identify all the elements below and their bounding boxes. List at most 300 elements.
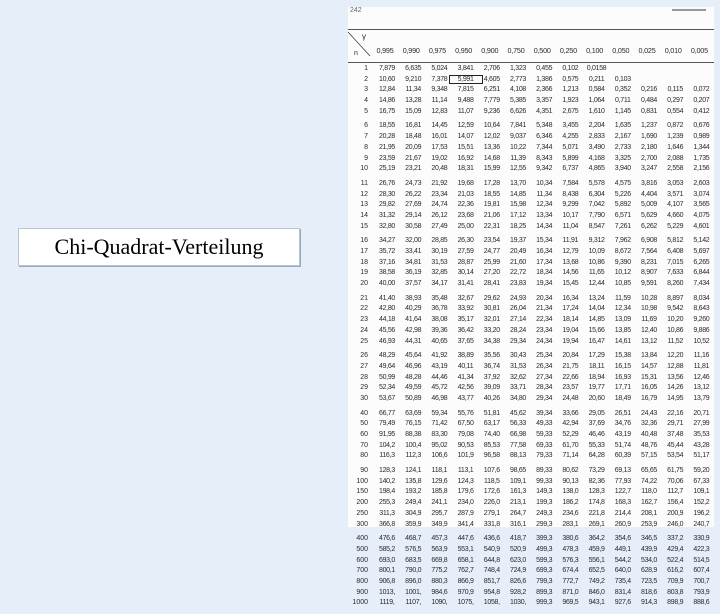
table-cell: 2,366 bbox=[536, 86, 553, 94]
table-cell: 7,633 bbox=[667, 269, 684, 277]
row-label: 600 bbox=[356, 556, 368, 564]
table-row bbox=[348, 76, 714, 87]
table-row bbox=[348, 352, 714, 363]
table-cell: 21,67 bbox=[405, 154, 422, 162]
table-cell: 33,41 bbox=[405, 248, 422, 255]
table-cell: 4,075 bbox=[693, 211, 710, 219]
table-cell: 24,43 bbox=[640, 409, 658, 417]
table-cell: 3,053 bbox=[667, 179, 684, 187]
table-cell: 1001, bbox=[405, 588, 422, 596]
table-cell: 30,43 bbox=[509, 352, 527, 360]
table-cell: 26,22 bbox=[405, 190, 422, 198]
table-cell: 11,69 bbox=[641, 316, 657, 324]
table-cell: 896,0 bbox=[405, 577, 422, 585]
n-header: n bbox=[354, 50, 358, 57]
table-cell: 1,690 bbox=[640, 133, 658, 141]
table-cell: 818,6 bbox=[640, 588, 658, 596]
table-cell: 35,56 bbox=[483, 352, 500, 360]
table-cell: 5,229 bbox=[667, 222, 684, 230]
table-cell: 17,29 bbox=[588, 352, 605, 360]
row-label: 900 bbox=[356, 588, 368, 596]
table-cell: 16,34 bbox=[536, 248, 553, 255]
row-label: 11 bbox=[360, 179, 368, 187]
table-row bbox=[348, 384, 714, 395]
row-label: 800 bbox=[356, 577, 368, 585]
row-group bbox=[348, 65, 714, 118]
table-cell: 13,34 bbox=[536, 211, 553, 219]
table-row bbox=[348, 557, 714, 568]
table-cell: 6,265 bbox=[693, 258, 710, 266]
table-cell: 9,312 bbox=[588, 237, 605, 245]
table-cell: 22,16 bbox=[667, 409, 684, 417]
table-cell: 7,042 bbox=[588, 201, 605, 209]
table-cell: 15,51 bbox=[457, 143, 474, 151]
table-cell: 11,52 bbox=[667, 337, 683, 345]
table-row bbox=[348, 305, 714, 316]
table-cell: 16,01 bbox=[431, 133, 448, 141]
table-row bbox=[348, 499, 714, 510]
table-row bbox=[348, 452, 714, 463]
table-cell: 55,76 bbox=[457, 409, 474, 417]
table-cell: 12,55 bbox=[509, 165, 527, 173]
table-cell: 44,46 bbox=[431, 373, 448, 381]
table-cell: 74,40 bbox=[483, 431, 500, 438]
page-number: 242 bbox=[350, 7, 362, 14]
row-label: 25 bbox=[360, 337, 368, 345]
table-cell: 0,211 bbox=[588, 75, 605, 83]
row-label: 6 bbox=[364, 122, 368, 130]
table-cell: 255,3 bbox=[378, 499, 396, 507]
table-cell: 5,991 bbox=[450, 76, 482, 83]
table-cell: 51,81 bbox=[483, 409, 500, 417]
table-cell: 71,14 bbox=[562, 452, 579, 460]
row-label: 22 bbox=[360, 305, 368, 313]
table-cell: 4,575 bbox=[614, 179, 631, 187]
table-cell: 12,84 bbox=[378, 86, 396, 94]
table-row bbox=[348, 269, 714, 280]
table-cell: 10,60 bbox=[378, 75, 396, 83]
table-cell: 27,14 bbox=[509, 316, 527, 324]
table-cell: 19,81 bbox=[483, 201, 500, 209]
table-cell: 13,85 bbox=[614, 326, 631, 334]
table-cell: 27,99 bbox=[693, 420, 710, 428]
table-cell: 5,071 bbox=[562, 143, 579, 151]
table-cell: 185,8 bbox=[431, 488, 448, 496]
table-cell: 17,12 bbox=[509, 211, 527, 219]
table-cell: 1,344 bbox=[693, 143, 710, 151]
table-body bbox=[348, 65, 714, 614]
table-cell: 23,83 bbox=[509, 280, 527, 288]
table-cell: 69,13 bbox=[614, 467, 631, 475]
table-cell: 522,4 bbox=[667, 556, 684, 564]
table-row bbox=[348, 133, 714, 144]
table-cell: 914,3 bbox=[640, 599, 658, 607]
table-cell: 38,89 bbox=[457, 352, 474, 360]
table-cell: 1,923 bbox=[562, 97, 579, 105]
table-cell: 799,3 bbox=[536, 577, 553, 585]
table-cell: 20,84 bbox=[562, 352, 579, 360]
table-row bbox=[348, 248, 714, 259]
table-row bbox=[348, 295, 714, 306]
table-cell: 10,85 bbox=[614, 280, 631, 288]
table-cell: 39,34 bbox=[536, 409, 553, 417]
table-cell: 0,102 bbox=[562, 65, 579, 72]
table-cell: 48,29 bbox=[378, 352, 396, 360]
table-header bbox=[348, 29, 714, 63]
table-row bbox=[348, 535, 714, 546]
table-cell: 468,7 bbox=[405, 535, 422, 543]
table-cell: 27,20 bbox=[483, 269, 500, 277]
table-cell: 11,39 bbox=[510, 154, 526, 162]
table-cell: 15,45 bbox=[562, 280, 579, 288]
table-cell: 9,342 bbox=[536, 165, 553, 173]
table-row bbox=[348, 155, 714, 166]
table-cell: 31,53 bbox=[509, 362, 527, 370]
row-label: 5 bbox=[364, 107, 368, 115]
table-cell: 50,89 bbox=[405, 394, 422, 402]
table-cell: 156,4 bbox=[667, 499, 684, 507]
table-cell: 186,2 bbox=[562, 499, 579, 507]
table-row bbox=[348, 488, 714, 499]
table-cell: 14,34 bbox=[536, 222, 553, 230]
table-cell: 12,34 bbox=[614, 305, 631, 313]
table-cell: 6,908 bbox=[640, 237, 658, 245]
table-cell: 21,95 bbox=[378, 143, 396, 151]
table-cell: 12,88 bbox=[667, 362, 684, 370]
table-cell: 6,408 bbox=[667, 248, 684, 255]
row-label: 80 bbox=[360, 452, 368, 460]
table-cell: 1,646 bbox=[667, 143, 684, 151]
table-cell: 77,93 bbox=[614, 477, 631, 485]
table-cell: 26,04 bbox=[509, 305, 527, 313]
table-cell: 40,11 bbox=[457, 362, 474, 370]
table-cell: 459,9 bbox=[588, 545, 605, 553]
table-cell: 5,348 bbox=[536, 122, 553, 130]
table-cell: 30,58 bbox=[405, 222, 422, 230]
table-cell: 20,60 bbox=[588, 394, 605, 402]
table-cell: 35,48 bbox=[431, 294, 448, 302]
table-cell: 299,3 bbox=[536, 520, 553, 528]
table-cell: 422,3 bbox=[693, 545, 710, 553]
row-group bbox=[348, 122, 714, 175]
row-label: 500 bbox=[356, 545, 368, 553]
table-cell: 73,29 bbox=[588, 467, 605, 475]
table-cell: 44,31 bbox=[405, 337, 422, 345]
table-row bbox=[348, 510, 714, 521]
table-cell: 11,65 bbox=[588, 269, 605, 277]
table-cell: 7,434 bbox=[693, 280, 710, 288]
table-cell: 18,11 bbox=[588, 362, 605, 370]
table-cell: 66,77 bbox=[378, 409, 396, 417]
table-cell: 14,56 bbox=[562, 269, 579, 277]
row-group bbox=[348, 295, 714, 348]
table-cell: 0,072 bbox=[693, 86, 710, 94]
table-cell: 616,2 bbox=[667, 567, 684, 575]
table-cell: 98,65 bbox=[509, 467, 527, 475]
table-cell: 2,088 bbox=[667, 154, 684, 162]
table-cell: 45,56 bbox=[378, 326, 396, 334]
table-cell: 14,45 bbox=[431, 122, 448, 130]
table-cell: 11,14 bbox=[431, 97, 448, 105]
table-cell: 29,62 bbox=[483, 294, 500, 302]
row-label: 28 bbox=[360, 373, 368, 381]
table-cell: 13,36 bbox=[483, 143, 500, 151]
table-cell: 899,3 bbox=[536, 588, 553, 596]
column-header: 0,900 bbox=[481, 46, 499, 55]
table-cell: 478,3 bbox=[562, 545, 579, 553]
table-cell: 0,216 bbox=[640, 86, 658, 94]
table-cell: 9,591 bbox=[640, 280, 658, 288]
table-cell: 25,34 bbox=[536, 352, 553, 360]
table-cell: 7,261 bbox=[614, 222, 631, 230]
table-cell: 748,4 bbox=[483, 567, 500, 575]
table-cell: 2,675 bbox=[562, 107, 579, 115]
table-cell: 5,385 bbox=[509, 97, 527, 105]
table-cell: 199,3 bbox=[536, 499, 553, 507]
table-cell: 10,98 bbox=[640, 305, 658, 313]
table-cell: 6,251 bbox=[483, 86, 500, 94]
table-cell: 9,886 bbox=[693, 326, 710, 334]
table-cell: 0,989 bbox=[693, 133, 710, 141]
row-label: 17 bbox=[360, 248, 368, 255]
table-row bbox=[348, 420, 714, 431]
table-cell: 14,85 bbox=[509, 190, 527, 198]
table-cell: 70,06 bbox=[667, 477, 684, 485]
row-label: 700 bbox=[356, 567, 368, 575]
table-cell: 709,9 bbox=[667, 577, 684, 585]
table-cell: 40,48 bbox=[640, 431, 658, 438]
table-cell: 44,18 bbox=[378, 316, 396, 324]
table-cell: 18,94 bbox=[588, 373, 605, 381]
column-header: 0,995 bbox=[376, 46, 394, 55]
top-rule bbox=[672, 9, 706, 11]
table-cell: 15,09 bbox=[405, 107, 422, 115]
table-cell: 1090, bbox=[431, 599, 448, 607]
table-cell: 10,86 bbox=[667, 326, 684, 334]
table-cell: 33,20 bbox=[483, 326, 500, 334]
table-cell: 607,4 bbox=[693, 567, 710, 575]
table-cell: 43,19 bbox=[431, 362, 448, 370]
table-cell: 0,831 bbox=[640, 107, 658, 115]
table-cell: 6,844 bbox=[693, 269, 710, 277]
table-cell: 30,14 bbox=[457, 269, 474, 277]
row-label: 27 bbox=[360, 362, 368, 370]
table-cell: 724,9 bbox=[509, 567, 527, 575]
table-cell: 13,84 bbox=[640, 352, 658, 360]
table-cell: 2,180 bbox=[640, 143, 658, 151]
table-cell: 23,34 bbox=[431, 190, 448, 198]
table-cell: 380,6 bbox=[562, 535, 579, 543]
table-cell: 13,12 bbox=[693, 384, 710, 392]
table-cell: 674,4 bbox=[562, 567, 579, 575]
table-cell: 124,3 bbox=[457, 477, 474, 485]
table-cell: 1,064 bbox=[588, 97, 605, 105]
table-row bbox=[348, 144, 714, 155]
table-cell: 652,5 bbox=[588, 567, 605, 575]
table-cell: 63,17 bbox=[483, 420, 500, 428]
row-label: 21 bbox=[360, 294, 368, 302]
table-cell: 50,99 bbox=[378, 373, 396, 381]
table-cell: 3,571 bbox=[667, 190, 684, 198]
table-cell: 0,115 bbox=[667, 86, 683, 94]
row-label: 8 bbox=[364, 143, 368, 151]
table-cell: 22,34 bbox=[536, 316, 553, 324]
table-cell: 14,85 bbox=[588, 316, 605, 324]
table-cell: 7,584 bbox=[562, 179, 579, 187]
table-cell: 118,5 bbox=[484, 477, 500, 485]
header-diagonal bbox=[348, 30, 370, 60]
table-cell: 89,33 bbox=[536, 467, 553, 475]
table-cell: 43,77 bbox=[457, 394, 474, 402]
table-cell: 37,16 bbox=[378, 258, 396, 266]
table-cell: 623,0 bbox=[509, 556, 527, 564]
table-cell: 683,5 bbox=[405, 556, 422, 564]
table-row bbox=[348, 108, 714, 119]
table-cell: 135,8 bbox=[405, 477, 422, 485]
table-cell: 241,1 bbox=[431, 499, 448, 507]
table-cell: 39,36 bbox=[431, 326, 448, 334]
table-cell: 2,773 bbox=[509, 75, 527, 83]
row-label: 18 bbox=[360, 258, 368, 266]
table-row bbox=[348, 191, 714, 202]
table-cell: 37,57 bbox=[405, 280, 422, 288]
row-label: 14 bbox=[360, 211, 368, 219]
table-cell: 16,05 bbox=[640, 384, 658, 392]
table-cell: 0,297 bbox=[667, 97, 684, 105]
table-cell: 4,404 bbox=[640, 190, 658, 198]
table-cell: 240,7 bbox=[693, 520, 710, 528]
table-cell: 90,13 bbox=[562, 477, 579, 485]
column-header: 0,500 bbox=[533, 46, 551, 55]
table-cell: 644,8 bbox=[483, 556, 500, 564]
row-label: 12 bbox=[360, 190, 368, 198]
table-cell: 8,643 bbox=[693, 305, 710, 313]
table-cell: 15,98 bbox=[509, 201, 527, 209]
table-cell: 3,490 bbox=[588, 143, 605, 151]
table-cell: 943,1 bbox=[588, 599, 605, 607]
table-cell: 5,024 bbox=[431, 65, 448, 72]
row-label: 30 bbox=[360, 394, 368, 402]
table-cell: 14,61 bbox=[614, 337, 631, 345]
table-cell: 113,1 bbox=[457, 467, 474, 475]
table-cell: 16,81 bbox=[405, 122, 422, 130]
table-cell: 7,962 bbox=[614, 237, 631, 245]
table-cell: 9,390 bbox=[614, 258, 631, 266]
table-cell: 5,578 bbox=[588, 179, 605, 187]
table-cell: 17,28 bbox=[483, 179, 500, 187]
table-cell: 0,207 bbox=[693, 97, 710, 105]
row-label: 10 bbox=[360, 165, 368, 173]
table-cell: 5,226 bbox=[614, 190, 631, 198]
table-cell: 279,1 bbox=[483, 509, 500, 517]
table-cell: 11,04 bbox=[562, 222, 579, 230]
table-cell: 109,1 bbox=[509, 477, 527, 485]
table-cell: 40,00 bbox=[378, 280, 396, 288]
table-cell: 1075, bbox=[457, 599, 474, 607]
table-cell: 11,34 bbox=[405, 86, 421, 94]
table-cell: 27,49 bbox=[431, 222, 448, 230]
table-cell: 10,52 bbox=[693, 337, 710, 345]
table-cell: 476,6 bbox=[378, 535, 396, 543]
table-cell: 5,629 bbox=[640, 211, 658, 219]
table-cell: 53,67 bbox=[378, 394, 396, 402]
table-cell: 2,167 bbox=[614, 133, 631, 141]
row-label: 100 bbox=[356, 477, 368, 485]
scanned-table-page bbox=[348, 7, 714, 607]
table-cell: 118,1 bbox=[431, 467, 448, 475]
table-cell: 41,40 bbox=[378, 294, 396, 302]
table-cell: 18,31 bbox=[457, 165, 474, 173]
table-row bbox=[348, 65, 714, 76]
table-cell: 12,44 bbox=[588, 280, 605, 288]
table-cell: 12,02 bbox=[483, 133, 500, 141]
table-cell: 24,77 bbox=[483, 248, 500, 255]
table-cell: 37,92 bbox=[483, 373, 500, 381]
table-cell: 3,841 bbox=[457, 65, 474, 72]
table-cell: 226,0 bbox=[483, 499, 500, 507]
table-cell: 196,2 bbox=[693, 509, 710, 517]
table-cell: 64,28 bbox=[588, 452, 605, 460]
table-cell: 27,69 bbox=[405, 201, 422, 209]
row-label: 15 bbox=[360, 222, 368, 230]
table-cell: 4,660 bbox=[667, 211, 684, 219]
table-cell: 330,9 bbox=[693, 535, 710, 543]
table-cell: 45,44 bbox=[667, 441, 684, 449]
table-cell: 32,01 bbox=[483, 316, 500, 324]
table-cell: 214,4 bbox=[614, 509, 631, 517]
table-cell: 0,484 bbox=[640, 97, 658, 105]
page-top bbox=[348, 7, 714, 21]
table-cell: 13,12 bbox=[640, 337, 658, 345]
table-cell: 208,1 bbox=[640, 509, 658, 517]
table-cell: 999,3 bbox=[536, 599, 553, 607]
row-label: 4 bbox=[364, 97, 368, 105]
table-cell: 0,103 bbox=[614, 75, 631, 83]
table-cell: 1,610 bbox=[588, 107, 605, 115]
table-cell: 10,17 bbox=[562, 211, 579, 219]
table-cell: 213,1 bbox=[509, 499, 527, 507]
table-cell: 16,92 bbox=[457, 154, 474, 162]
table-cell: 100,4 bbox=[405, 441, 422, 449]
table-cell: 27,59 bbox=[457, 248, 474, 255]
table-row bbox=[348, 363, 714, 374]
row-label: 50 bbox=[360, 420, 368, 428]
table-cell: 8,034 bbox=[693, 294, 710, 302]
column-header: 0,990 bbox=[402, 46, 420, 55]
table-cell: 331,8 bbox=[483, 520, 500, 528]
table-cell: 4,605 bbox=[483, 75, 500, 83]
table-cell: 17,24 bbox=[562, 305, 579, 313]
table-cell: 31,53 bbox=[431, 258, 448, 266]
table-cell: 866,9 bbox=[457, 577, 474, 585]
table-cell: 52,29 bbox=[562, 431, 579, 438]
table-cell: 15,38 bbox=[614, 352, 631, 360]
table-cell: 61,70 bbox=[562, 441, 579, 449]
gamma-header: γ bbox=[362, 32, 366, 41]
table-cell: 116,3 bbox=[379, 452, 395, 460]
table-cell: 11,59 bbox=[615, 294, 631, 302]
table-row bbox=[348, 410, 714, 421]
table-cell: 19,68 bbox=[457, 179, 474, 187]
table-cell: 99,33 bbox=[536, 477, 553, 485]
table-cell: 18,49 bbox=[614, 394, 631, 402]
table-cell: 4,601 bbox=[693, 222, 710, 230]
table-cell: 17,34 bbox=[536, 258, 553, 266]
column-header: 0,250 bbox=[559, 46, 577, 55]
table-cell: 32,36 bbox=[640, 420, 658, 428]
column-header: 0,050 bbox=[612, 46, 630, 55]
table-cell: 34,81 bbox=[405, 258, 422, 266]
